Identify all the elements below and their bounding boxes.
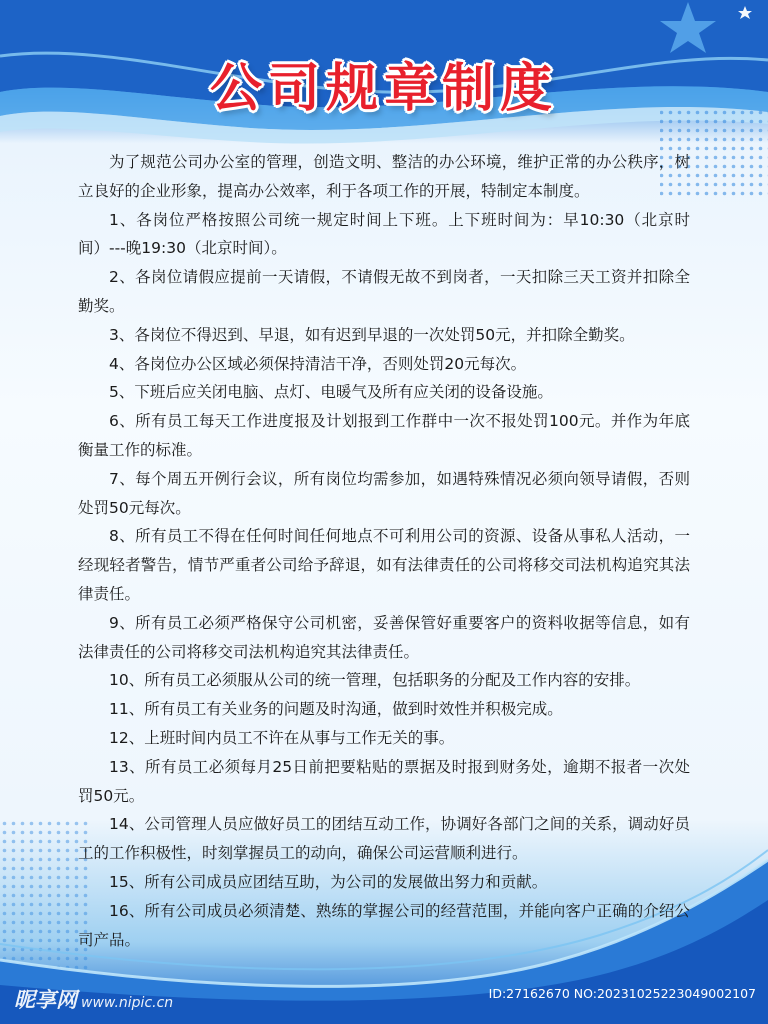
rule-item: 8、所有员工不得在任何时间任何地点不可利用公司的资源、设备从事私人活动，一经现轻者警告，情节严重者公司给予辞退，如有法律责任的公司将移交司法机构追究其法律责任。 bbox=[78, 527, 690, 603]
rule-item: 11、所有员工有关业务的问题及时沟通，做到时效性并积极完成。 bbox=[109, 700, 563, 719]
image-id-label: ID:27162670 NO:20231025223049002107 bbox=[488, 986, 756, 1001]
rule-item: 15、所有公司成员应团结互助，为公司的发展做出努力和贡献。 bbox=[109, 872, 548, 891]
rule-item: 16、所有公司成员必须清楚、熟练的掌握公司的经营范围，并能向客户正确的介绍公司产品。 bbox=[78, 901, 690, 949]
regulations-text bbox=[78, 148, 690, 954]
rule-item: 13、所有员工必须每月25日前把要粘贴的票据及时报到财务处，逾期不报者一次处罚50元。 bbox=[78, 757, 690, 805]
rule-item: 6、所有员工每天工作进度报及计划报到工作群中一次不报处罚100元。并作为年底衡量工作的标准。 bbox=[78, 412, 690, 459]
rule-item: 4、各岗位办公区域必须保持清洁干净，否则处罚20元每次。 bbox=[109, 354, 527, 373]
rule-item: 7、每个周五开例行会议，所有岗位均需参加，如遇特殊情况必须向领导请假，否则处罚50元每次。 bbox=[78, 469, 690, 517]
watermark-url: www.nipic.cn bbox=[81, 995, 174, 1011]
page-title: 公司规章制度 bbox=[209, 59, 558, 119]
rule-item: 10、所有员工必须服从公司的统一管理，包括职务的分配及工作内容的安排。 bbox=[109, 671, 641, 690]
rule-item: 5、下班后应关闭电脑、点灯、电暖气及所有应关闭的设备设施。 bbox=[109, 383, 553, 402]
rule-item: 9、所有员工必须严格保守公司机密，妥善保管好重要客户的资料收据等信息，如有法律责任的公司将移交司法机构追究其法律责任。 bbox=[78, 613, 690, 661]
watermark-brand-text: 昵享网 bbox=[14, 988, 77, 1012]
rule-item: 12、上班时间内员工不许在从事与工作无关的事。 bbox=[109, 728, 455, 747]
watermark-brand bbox=[14, 984, 173, 1014]
rule-item: 14、公司管理人员应做好员工的团结互动工作，协调好各部门之间的关系，调动好员工的工作积极性，时刻掌握员工的动向，确保公司运营顺利进行。 bbox=[78, 815, 690, 863]
rule-item: 3、各岗位不得迟到、早退，如有迟到早退的一次处罚50元，并扣除全勤奖。 bbox=[109, 325, 635, 344]
intro-paragraph: 为了规范公司办公室的管理，创造文明、整洁的办公环境，维护正常的办公秩序，树立良好的企业形象，提高办公效率，利于各项工作的开展，特制定本制度。 bbox=[78, 153, 690, 200]
rule-item: 2、各岗位请假应提前一天请假，不请假无故不到岗者，一天扣除三天工资并扣除全勤奖。 bbox=[78, 268, 690, 315]
rule-item: 1、各岗位严格按照公司统一规定时间上下班。上下班时间为：早10:30（北京时间）---晚19:30（北京时间）。 bbox=[78, 210, 690, 258]
